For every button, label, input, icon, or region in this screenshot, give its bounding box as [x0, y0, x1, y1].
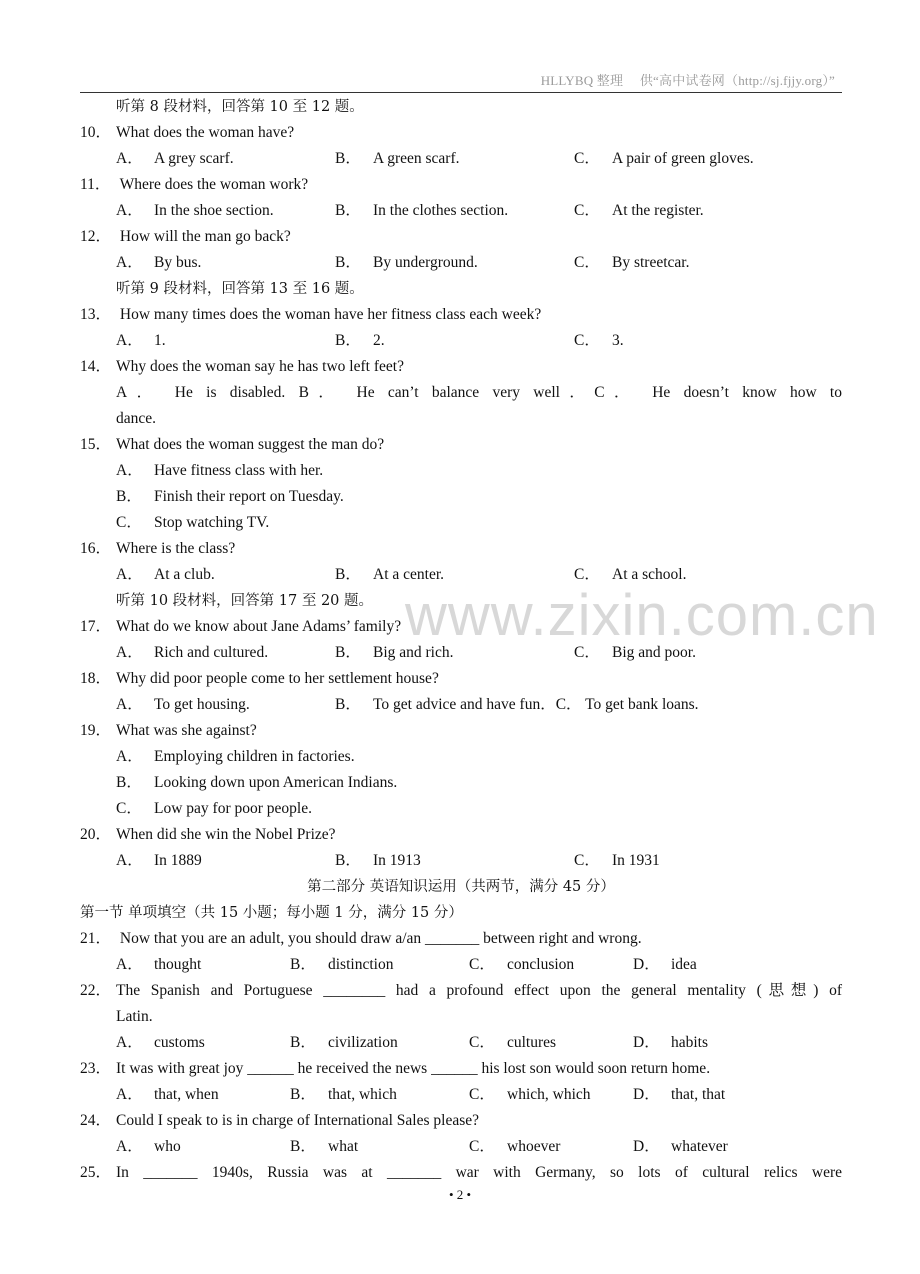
- part-two-heading: 第二部分 英语知识运用（共两节，满分 45 分）: [307, 879, 615, 895]
- section-one-heading: 第一节 单项填空（共 15 小题；每小题 1 分，满分 15 分）: [80, 905, 463, 921]
- question-13: [80, 302, 842, 328]
- option-letter: B．: [290, 1034, 316, 1051]
- option-a[interactable]: [116, 1082, 219, 1108]
- option-b[interactable]: [335, 562, 444, 588]
- option-c[interactable]: [574, 640, 696, 666]
- option-letter: B．: [290, 1086, 316, 1103]
- options-14-line-2: dance.: [116, 410, 157, 427]
- option-letter: B．: [335, 644, 361, 661]
- option-d[interactable]: [633, 1082, 725, 1108]
- option-letter: C．: [574, 254, 600, 271]
- option-text: In 1889: [154, 852, 202, 869]
- options-17: [80, 640, 842, 666]
- option-text: who: [154, 1138, 181, 1155]
- option-letter: A．: [116, 150, 143, 167]
- page-number: • 2 •: [448, 1187, 472, 1202]
- option-b[interactable]: [290, 1082, 397, 1108]
- option-text: customs: [154, 1034, 205, 1051]
- option-a[interactable]: [116, 1134, 181, 1160]
- option-a[interactable]: [116, 328, 166, 354]
- option-letter: C．: [574, 332, 600, 349]
- option-text: By underground.: [373, 254, 478, 271]
- option-text: By streetcar.: [612, 254, 690, 271]
- option-b[interactable]: [335, 692, 699, 718]
- option-text: In the clothes section.: [373, 202, 509, 219]
- question-23: [80, 1056, 842, 1082]
- question-25: [80, 1160, 842, 1186]
- option-c[interactable]: [80, 510, 842, 536]
- option-text: 2.: [373, 332, 385, 349]
- option-letter: B．: [290, 956, 316, 973]
- options-16: [80, 562, 842, 588]
- option-letter: B．: [290, 1138, 316, 1155]
- question-15: [80, 432, 842, 458]
- option-letter: B．: [335, 852, 361, 869]
- option-letter: A．: [116, 1086, 143, 1103]
- question-number: 21．: [80, 930, 112, 947]
- option-text: Looking down upon American Indians.: [154, 774, 398, 791]
- question-text: What was she against?: [116, 722, 257, 739]
- option-letter: B．: [335, 202, 361, 219]
- option-b[interactable]: [335, 250, 478, 276]
- option-text: what: [328, 1138, 359, 1155]
- option-text: distinction: [328, 956, 394, 973]
- option-text: At a center.: [373, 566, 445, 583]
- options-12: [80, 250, 842, 276]
- option-letter: C．: [116, 514, 142, 531]
- option-c[interactable]: [574, 562, 686, 588]
- option-text: Low pay for poor people.: [154, 800, 312, 817]
- option-a[interactable]: [80, 744, 842, 770]
- option-letter: A．: [116, 748, 143, 765]
- option-a[interactable]: [116, 146, 234, 172]
- option-c[interactable]: [469, 1030, 556, 1056]
- option-text: whoever: [507, 1138, 561, 1155]
- option-text: To get advice and have fun．C． To get bank loans.: [373, 696, 699, 713]
- option-b[interactable]: [335, 848, 421, 874]
- option-letter: C．: [574, 150, 600, 167]
- option-text: At the register.: [612, 202, 704, 219]
- option-text: conclusion: [507, 956, 575, 973]
- option-b[interactable]: [335, 146, 460, 172]
- question-16: [80, 536, 842, 562]
- options-23: [80, 1082, 842, 1108]
- question-text: What do we know about Jane Adams’ family?: [116, 618, 402, 635]
- option-letter: A．: [116, 566, 143, 583]
- question-number: 15．: [80, 436, 112, 453]
- options-24: [80, 1134, 842, 1160]
- option-letter: A．: [116, 202, 143, 219]
- question-number: 18．: [80, 670, 112, 687]
- question-17: [80, 614, 842, 640]
- option-b[interactable]: [290, 1134, 358, 1160]
- option-text: which, which: [507, 1086, 591, 1103]
- question-14: [80, 354, 842, 380]
- option-letter: B．: [335, 566, 361, 583]
- option-text: Big and rich.: [373, 644, 454, 661]
- option-letter: A．: [116, 852, 143, 869]
- option-letter: C．: [469, 1138, 495, 1155]
- option-text: In 1913: [373, 852, 421, 869]
- option-text: thought: [154, 956, 202, 973]
- options-18: [80, 692, 842, 718]
- option-a[interactable]: [116, 692, 250, 718]
- question-number: 20．: [80, 826, 112, 843]
- option-c[interactable]: [574, 848, 660, 874]
- option-letter: D．: [633, 1138, 660, 1155]
- question-number: 10．: [80, 124, 112, 141]
- option-letter: C．: [469, 1086, 495, 1103]
- option-c[interactable]: [80, 796, 842, 822]
- question-10: [80, 120, 842, 146]
- option-a[interactable]: [116, 640, 268, 666]
- options-10: [80, 146, 842, 172]
- options-21: [80, 952, 842, 978]
- question-22: [80, 978, 842, 1004]
- option-letter: A．: [116, 1034, 143, 1051]
- option-letter: C．: [574, 852, 600, 869]
- section-instruction-10: 听第 10 段材料，回答第 17 至 20 题。: [116, 593, 374, 609]
- option-text: whatever: [671, 1138, 728, 1155]
- question-text: The Spanish and Portuguese ________ had a profound effect upon the general mentality (思想) of: [116, 982, 842, 999]
- option-b[interactable]: [335, 198, 508, 224]
- option-letter: C．: [574, 566, 600, 583]
- question-text: In _______ 1940s, Russia was at _______ war with Germany, so lots of cultural relics were: [116, 1164, 842, 1181]
- question-number: 17．: [80, 618, 112, 635]
- option-text: Have fitness class with her.: [154, 462, 324, 479]
- option-text: that, which: [328, 1086, 397, 1103]
- question-text: Where is the class?: [116, 540, 236, 557]
- question-text: Could I speak to is in charge of International Sales please?: [116, 1112, 479, 1129]
- question-text: Now that you are an adult, you should draw a/an _______ between right and wrong.: [116, 930, 642, 947]
- question-number: 19．: [80, 722, 112, 739]
- option-text: A pair of green gloves.: [612, 150, 754, 167]
- option-letter: A．: [116, 1138, 143, 1155]
- option-letter: C．: [574, 202, 600, 219]
- option-letter: D．: [633, 1086, 660, 1103]
- question-text: Why did poor people come to her settlement house?: [116, 670, 439, 687]
- option-letter: A．: [116, 254, 143, 271]
- question-21: [80, 926, 842, 952]
- option-letter: A．: [116, 332, 143, 349]
- question-number: 16．: [80, 540, 112, 557]
- question-text: What does the woman suggest the man do?: [116, 436, 385, 453]
- option-text: At a school.: [612, 566, 687, 583]
- question-number: 14．: [80, 358, 112, 375]
- option-d[interactable]: [633, 1134, 728, 1160]
- option-a[interactable]: [80, 458, 842, 484]
- option-letter: B．: [335, 696, 361, 713]
- option-letter: C．: [574, 644, 600, 661]
- section-instruction-9: 听第 9 段材料，回答第 13 至 16 题。: [116, 281, 364, 297]
- option-text: Stop watching TV.: [154, 514, 270, 531]
- option-text: habits: [671, 1034, 709, 1051]
- option-b[interactable]: [335, 328, 385, 354]
- section-instruction-8: 听第 8 段材料，回答第 10 至 12 题。: [116, 99, 364, 115]
- option-c[interactable]: [574, 328, 624, 354]
- option-text: Big and poor.: [612, 644, 696, 661]
- options-20: [80, 848, 842, 874]
- options-11: [80, 198, 842, 224]
- option-letter: A．: [116, 696, 143, 713]
- option-a[interactable]: [116, 562, 215, 588]
- option-c[interactable]: [574, 250, 689, 276]
- question-text: When did she win the Nobel Prize?: [116, 826, 336, 843]
- question-number: 23．: [80, 1060, 112, 1077]
- option-c[interactable]: [469, 952, 574, 978]
- option-text: A grey scarf.: [154, 150, 234, 167]
- option-b[interactable]: [290, 1030, 398, 1056]
- option-text: civilization: [328, 1034, 398, 1051]
- option-text: By bus.: [154, 254, 202, 271]
- option-text: A green scarf.: [373, 150, 460, 167]
- question-19: [80, 718, 842, 744]
- option-d[interactable]: [633, 952, 697, 978]
- option-text: To get housing.: [154, 696, 250, 713]
- option-a[interactable]: [116, 848, 202, 874]
- option-c[interactable]: [469, 1082, 591, 1108]
- question-text: It was with great joy ______ he received the news ______ his lost son would soon return home.: [116, 1060, 711, 1077]
- question-24: [80, 1108, 842, 1134]
- question-number: 24．: [80, 1112, 112, 1129]
- option-a[interactable]: [116, 198, 274, 224]
- option-letter: A．: [116, 956, 143, 973]
- option-text: 1.: [154, 332, 166, 349]
- question-number: 11．: [80, 176, 111, 193]
- option-letter: B．: [335, 332, 361, 349]
- option-b[interactable]: [335, 640, 454, 666]
- option-letter: A．: [116, 644, 143, 661]
- option-a[interactable]: [116, 952, 201, 978]
- question-number: 13．: [80, 306, 112, 323]
- option-text: that, when: [154, 1086, 219, 1103]
- option-text: cultures: [507, 1034, 557, 1051]
- question-text: What does the woman have?: [116, 124, 295, 141]
- option-c[interactable]: [574, 198, 704, 224]
- option-text: In the shoe section.: [154, 202, 274, 219]
- option-letter: B．: [335, 254, 361, 271]
- question-18: [80, 666, 842, 692]
- question-text: Where does the woman work?: [116, 176, 309, 193]
- option-text: that, that: [671, 1086, 726, 1103]
- option-text: Finish their report on Tuesday.: [154, 488, 344, 505]
- option-a[interactable]: [116, 1030, 205, 1056]
- question-text: How will the man go back?: [116, 228, 291, 245]
- page-header: HLLYBQ 整理 供“高中试卷网（http://sj.fjjy.org）”: [540, 73, 835, 88]
- option-letter: B．: [116, 774, 142, 791]
- question-number: 25．: [80, 1164, 112, 1181]
- options-22: [80, 1030, 842, 1056]
- option-text: At a club.: [154, 566, 215, 583]
- option-letter: B．: [335, 150, 361, 167]
- option-letter: C．: [469, 956, 495, 973]
- options-13: [80, 328, 842, 354]
- option-text: idea: [671, 956, 697, 973]
- option-b[interactable]: [80, 484, 842, 510]
- question-22-continued: Latin.: [116, 1008, 153, 1025]
- option-letter: A．: [116, 462, 143, 479]
- watermark: www.zixin.com.cn: [405, 583, 879, 648]
- option-text: 3.: [612, 332, 624, 349]
- option-text: Employing children in factories.: [154, 748, 355, 765]
- header-rule: [80, 92, 842, 93]
- option-letter: D．: [633, 1034, 660, 1051]
- option-letter: C．: [469, 1034, 495, 1051]
- option-text: Rich and cultured.: [154, 644, 269, 661]
- question-number: 12．: [80, 228, 112, 245]
- options-14-line-1[interactable]: A． He is disabled. B． He can’t balance very well．C． He doesn’t know how to: [116, 384, 842, 401]
- option-b[interactable]: [290, 952, 393, 978]
- option-text: In 1931: [612, 852, 660, 869]
- option-b[interactable]: [80, 770, 842, 796]
- exam-page: [80, 94, 842, 1186]
- question-11: [80, 172, 842, 198]
- question-20: [80, 822, 842, 848]
- option-d[interactable]: [633, 1030, 708, 1056]
- option-letter: C．: [116, 800, 142, 817]
- question-number: 22．: [80, 982, 112, 999]
- question-text: How many times does the woman have her fitness class each week?: [116, 306, 542, 323]
- option-letter: D．: [633, 956, 660, 973]
- option-c[interactable]: [574, 146, 754, 172]
- question-12: [80, 224, 842, 250]
- question-text: Why does the woman say he has two left feet?: [116, 358, 404, 375]
- option-letter: B．: [116, 488, 142, 505]
- option-c[interactable]: [469, 1134, 560, 1160]
- option-a[interactable]: [116, 250, 201, 276]
